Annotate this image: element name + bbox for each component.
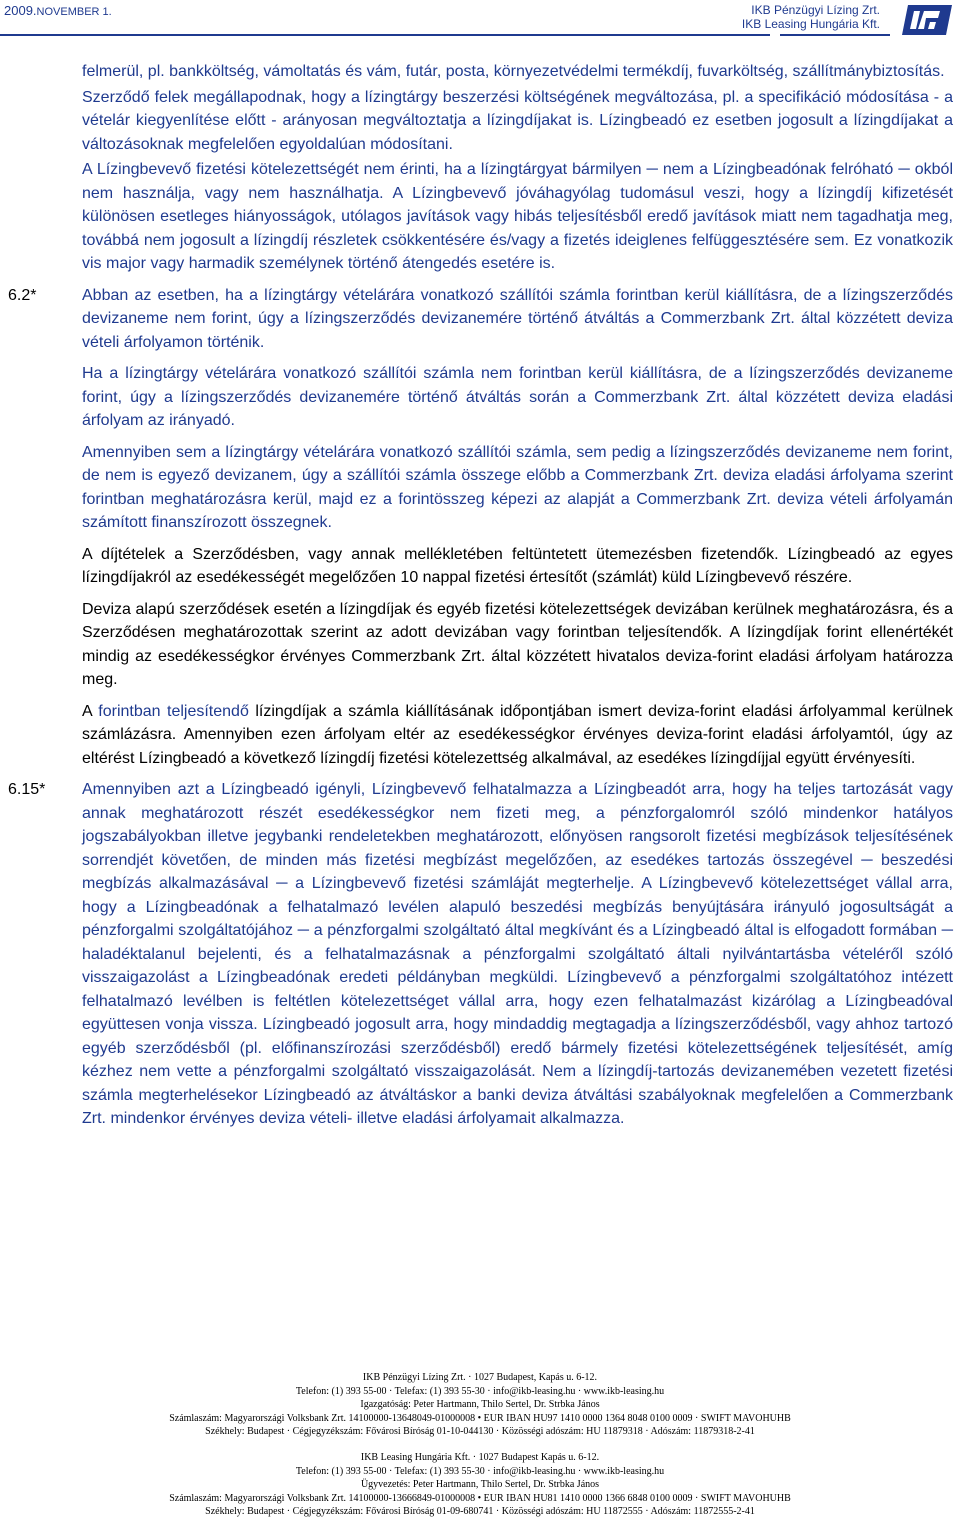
footer-block-ikb-leasing xyxy=(0,1451,960,1519)
header-company-2: IKB Leasing Hungária Kft. xyxy=(741,17,880,31)
footer-block-ikb-penzugyi xyxy=(0,1371,960,1439)
paragraph-text: lízingdíjak a számla kiállításának időpontjában ismert deviza-forint eladási árfolyammal kerülnek számlázásra. Amennyiben ezen árfolyam eltér az esedékességkor érvényes deviza-forint eladási árfolyamtól, úgy az eltérést Lízingbeadó a következő lízingdíj fizetési kötelezettség alkalmával, az esedékes lízingdíjjal együtt érvényesíti. xyxy=(82,702,953,767)
footer-line: Számlaszám: Magyarországi Volksbank Zrt. 14100000-13648049-01000008 • EUR IBAN HU97 1410 0000 1364 8048 0100 0009 · SWIFT MAVOHUHB xyxy=(169,1412,791,1424)
header-date-month: NOVEMBER 1. xyxy=(36,6,112,18)
page-header xyxy=(0,0,960,40)
footer-line: Telefon: (1) 393 55-00 · Telefax: (1) 393 55-30 · info@ikb-leasing.hu · www.ikb-leasing.hu xyxy=(295,1385,665,1397)
paragraph: felmerül, pl. bankköltség, vámoltatás és vám, futár, posta, környezetvédelmi termékdíj, fuvarköltség, szállítmánybiztosítás. xyxy=(82,63,945,80)
footer-line: Székhely: Budapest · Cégjegyzékszám: Fővárosi Bíróság 01-10-044130 · Közösségi adószám: HU 11879318 · Adószám: 11879318-2-41 xyxy=(205,1426,755,1438)
header-date xyxy=(4,3,112,18)
footer-line: IKB Leasing Hungária Kft. · 1027 Budapest Kapás u. 6-12. xyxy=(360,1451,600,1463)
section-number: 6.2* xyxy=(8,286,37,304)
paragraph-text: A xyxy=(82,702,99,720)
header-rule-right xyxy=(780,34,890,36)
paragraph: Ha a lízingtárgy vételárára vonatkozó szállítói számla nem forintban kerül kiállításra, de a lízingszerződés devizaneme forint, úgy a lízingszerződés devizanemére történő átváltás során a Commerzbank Zrt. által közzétett deviza eladási árfolyam az irányadó. xyxy=(82,365,953,429)
footer-line: Ügyvezetés: Peter Hartmann, Thilo Sertel, Dr. Strbka János xyxy=(360,1479,600,1491)
footer-line: IKB Pénzügyi Lízing Zrt. · 1027 Budapest, Kapás u. 6-12. xyxy=(362,1372,598,1383)
section-6-15 xyxy=(0,778,960,1131)
paragraph: Amennyiben sem a lízingtárgy vételárára vonatkozó szállítói számla, sem pedig a lízingszerződés devizaneme nem forint, de nem is egyező devizanem, úgy a szállítói számla összege előbb a Commerzbank Zrt. deviza eladási árfolyama szerint forintban meghatározásra kerül, majd ez a forintösszeg képezi az alapját a Commerzbank Zrt. deviza vételi árfolyamán számított finanszírozott összegnek. xyxy=(82,443,953,531)
paragraph: Deviza alapú szerződések esetén a lízingdíjak és egyéb fizetési kötelezettségek devizában kerülnek meghatározásra, és a Szerződésen meghatározottak szerint az adott devizában vagy forintban teljesítendők. A lízingdíjak forint ellenértékét mindig az esedékességkor érvényes Commerzbank Zrt. által közzétett hivatalos deviza-forint eladási árfolyam határozza meg. xyxy=(82,600,953,688)
paragraph xyxy=(0,700,960,771)
paragraph-text: Abban az esetben, ha a lízingtárgy vételárára vonatkozó szállítói számla forintban kerül kiállításra, de a lízingszerződés devizaneme nem forint, úgy a lízingszerződés devizanemére történő átváltás a Commerzbank Zrt. által közzétett deviza vételi árfolyamon történik. xyxy=(82,286,953,351)
header-date-day: 2009. xyxy=(4,3,37,18)
header-company-1: IKB Pénzügyi Lízing Zrt. xyxy=(751,3,880,17)
ikb-logo-icon xyxy=(902,3,954,37)
paragraph-highlight: forintban teljesítendő xyxy=(98,702,249,720)
paragraph: A díjtételek a Szerződésben, vagy annak mellékletében feltüntetett ütemezésben fizetendők. Lízingbeadó az egyes lízingdíjakról az esedékességét megelőzően 10 nappal fizetési értesítőt (számlát) küld Lízingbevevő részére. xyxy=(82,545,953,586)
page-footer xyxy=(0,1371,960,1531)
footer-line: Számlaszám: Magyarországi Volksbank Zrt. 14100000-13666849-01000008 • EUR IBAN HU81 1410 0000 1366 6848 0100 0009 · SWIFT MAVOHUHB xyxy=(169,1492,791,1504)
header-rule xyxy=(0,34,770,36)
footer-line: Igazgatóság: Peter Hartmann, Thilo Sertel, Dr. Strbka János xyxy=(360,1399,600,1411)
section-6-2 xyxy=(0,284,960,355)
footer-line: Telefon: (1) 393 55-00 · Telefax: (1) 393 55-30 · info@ikb-leasing.hu · www.ikb-leasing.hu xyxy=(295,1465,665,1477)
paragraph: Szerződő felek megállapodnak, hogy a lízingtárgy beszerzési költségének megváltozása, pl. a specifikáció módosítása - a vételár kiegyenlítése előtt - arányosan megváltoztatja a lízingdíjakat is. Lízingbeadó ez esetben jogosult a lízingdíjakat a változásoknak megfelelően egyoldalúan módosítani. xyxy=(82,88,953,153)
header-company xyxy=(742,3,880,31)
section-number: 6.15* xyxy=(8,781,46,798)
footer-line: Székhely: Budapest · Cégjegyzékszám: Fővárosi Bíróság 01-09-680741 · Közösségi adószám: HU 11872555 · Adószám: 11872555-2-41 xyxy=(205,1506,755,1518)
document-body xyxy=(0,60,960,1139)
paragraph-text: Amennyiben azt a Lízingbeadó igényli, Lízingbevevő felhatalmazza a Lízingbeadót arra, hogy ha teljes tartozását vagy annak meghatározott részét esedékességkor nem fizeti meg, a pénzforgalomról szóló mindenkor hatályos jogszabályokban illetve jegybanki rendeletekben meghatározott, előnyösen rangsorolt fizetési megbízások teljesítésének sorrendjét követően, de minden más fizetési megbízást megelőzően, az esedékes tartozás összegével ─ beszedési megbízás alkalmazásával ─ a Lízingbevevő fizetési számláját megterhelje. A Lízingbevevő kötelezettséget vállal arra, hogy a Lízingbeadónak a felhatalmazó levélen alapuló beszedési megbízás benyújtására irányuló jogosultságát a pénzforgalmi szolgáltatójához ─ a pénzforgalmi szolgáltató által megkívánt és a Lízingbeadó által is elfogadott formában ─ haladéktalanul bejelenti, és a felhatalmazásnak a pénzforgalmi szolgáltató általi nyilvántartásba vételéről szóló visszaigazolást a Lízingbeadónak eredeti példányban megküldi. Lízingbevevő a pénzforgalmi szolgáltatóhoz intézett felhatalmazó levélben is feltétlen kötelezettséget vállal arra, hogy ezen felhatalmazást kizárólag a Lízingbeadóval együttesen vonja vissza. Lízingbeadó jogosult arra, hogy mindaddig megtagadja a lízingszerződésből, vagy ahhoz tartozó egyéb szerződésből (pl. előfinanszírozási szerződésből) eredő bármely fizetési kötelezettségének teljesítését, amíg kézhez nem vette a pénzforgalmi szolgáltató visszaigazolását. Nem a lízingdíj-tartozás devizanemében vezetett fizetési számla megterhelésekor Lízingbeadó az átváltáskor a banki deviza átváltási szabályoknak megfelelően a Commerzbank Zrt. mindenkor érvényes deviza vételi- illetve eladási árfolyamait alkalmazza. xyxy=(82,781,953,1127)
paragraph: A Lízingbevevő fizetési kötelezettségét nem érinti, ha a lízingtárgyat bármilyen ─ nem a Lízingbeadónak felróható ─ okból nem használja, vagy nem használhatja. A Lízingbevevő jóváhagyólag tudomásul veszi, hogy a lízingdíj kifizetését különösen esetleges hiányosságok, utólagos javítások vagy hibás teljesítésből eredő javítások miatt nem tagadhatja meg, továbbá nem jogosult a lízingdíj részletek csökkentésére és/vagy a fizetés ideiglenes felfüggesztésére sem. Ez vonatkozik vis major vagy harmadik személynek történő átengedés esetére is. xyxy=(82,161,953,272)
